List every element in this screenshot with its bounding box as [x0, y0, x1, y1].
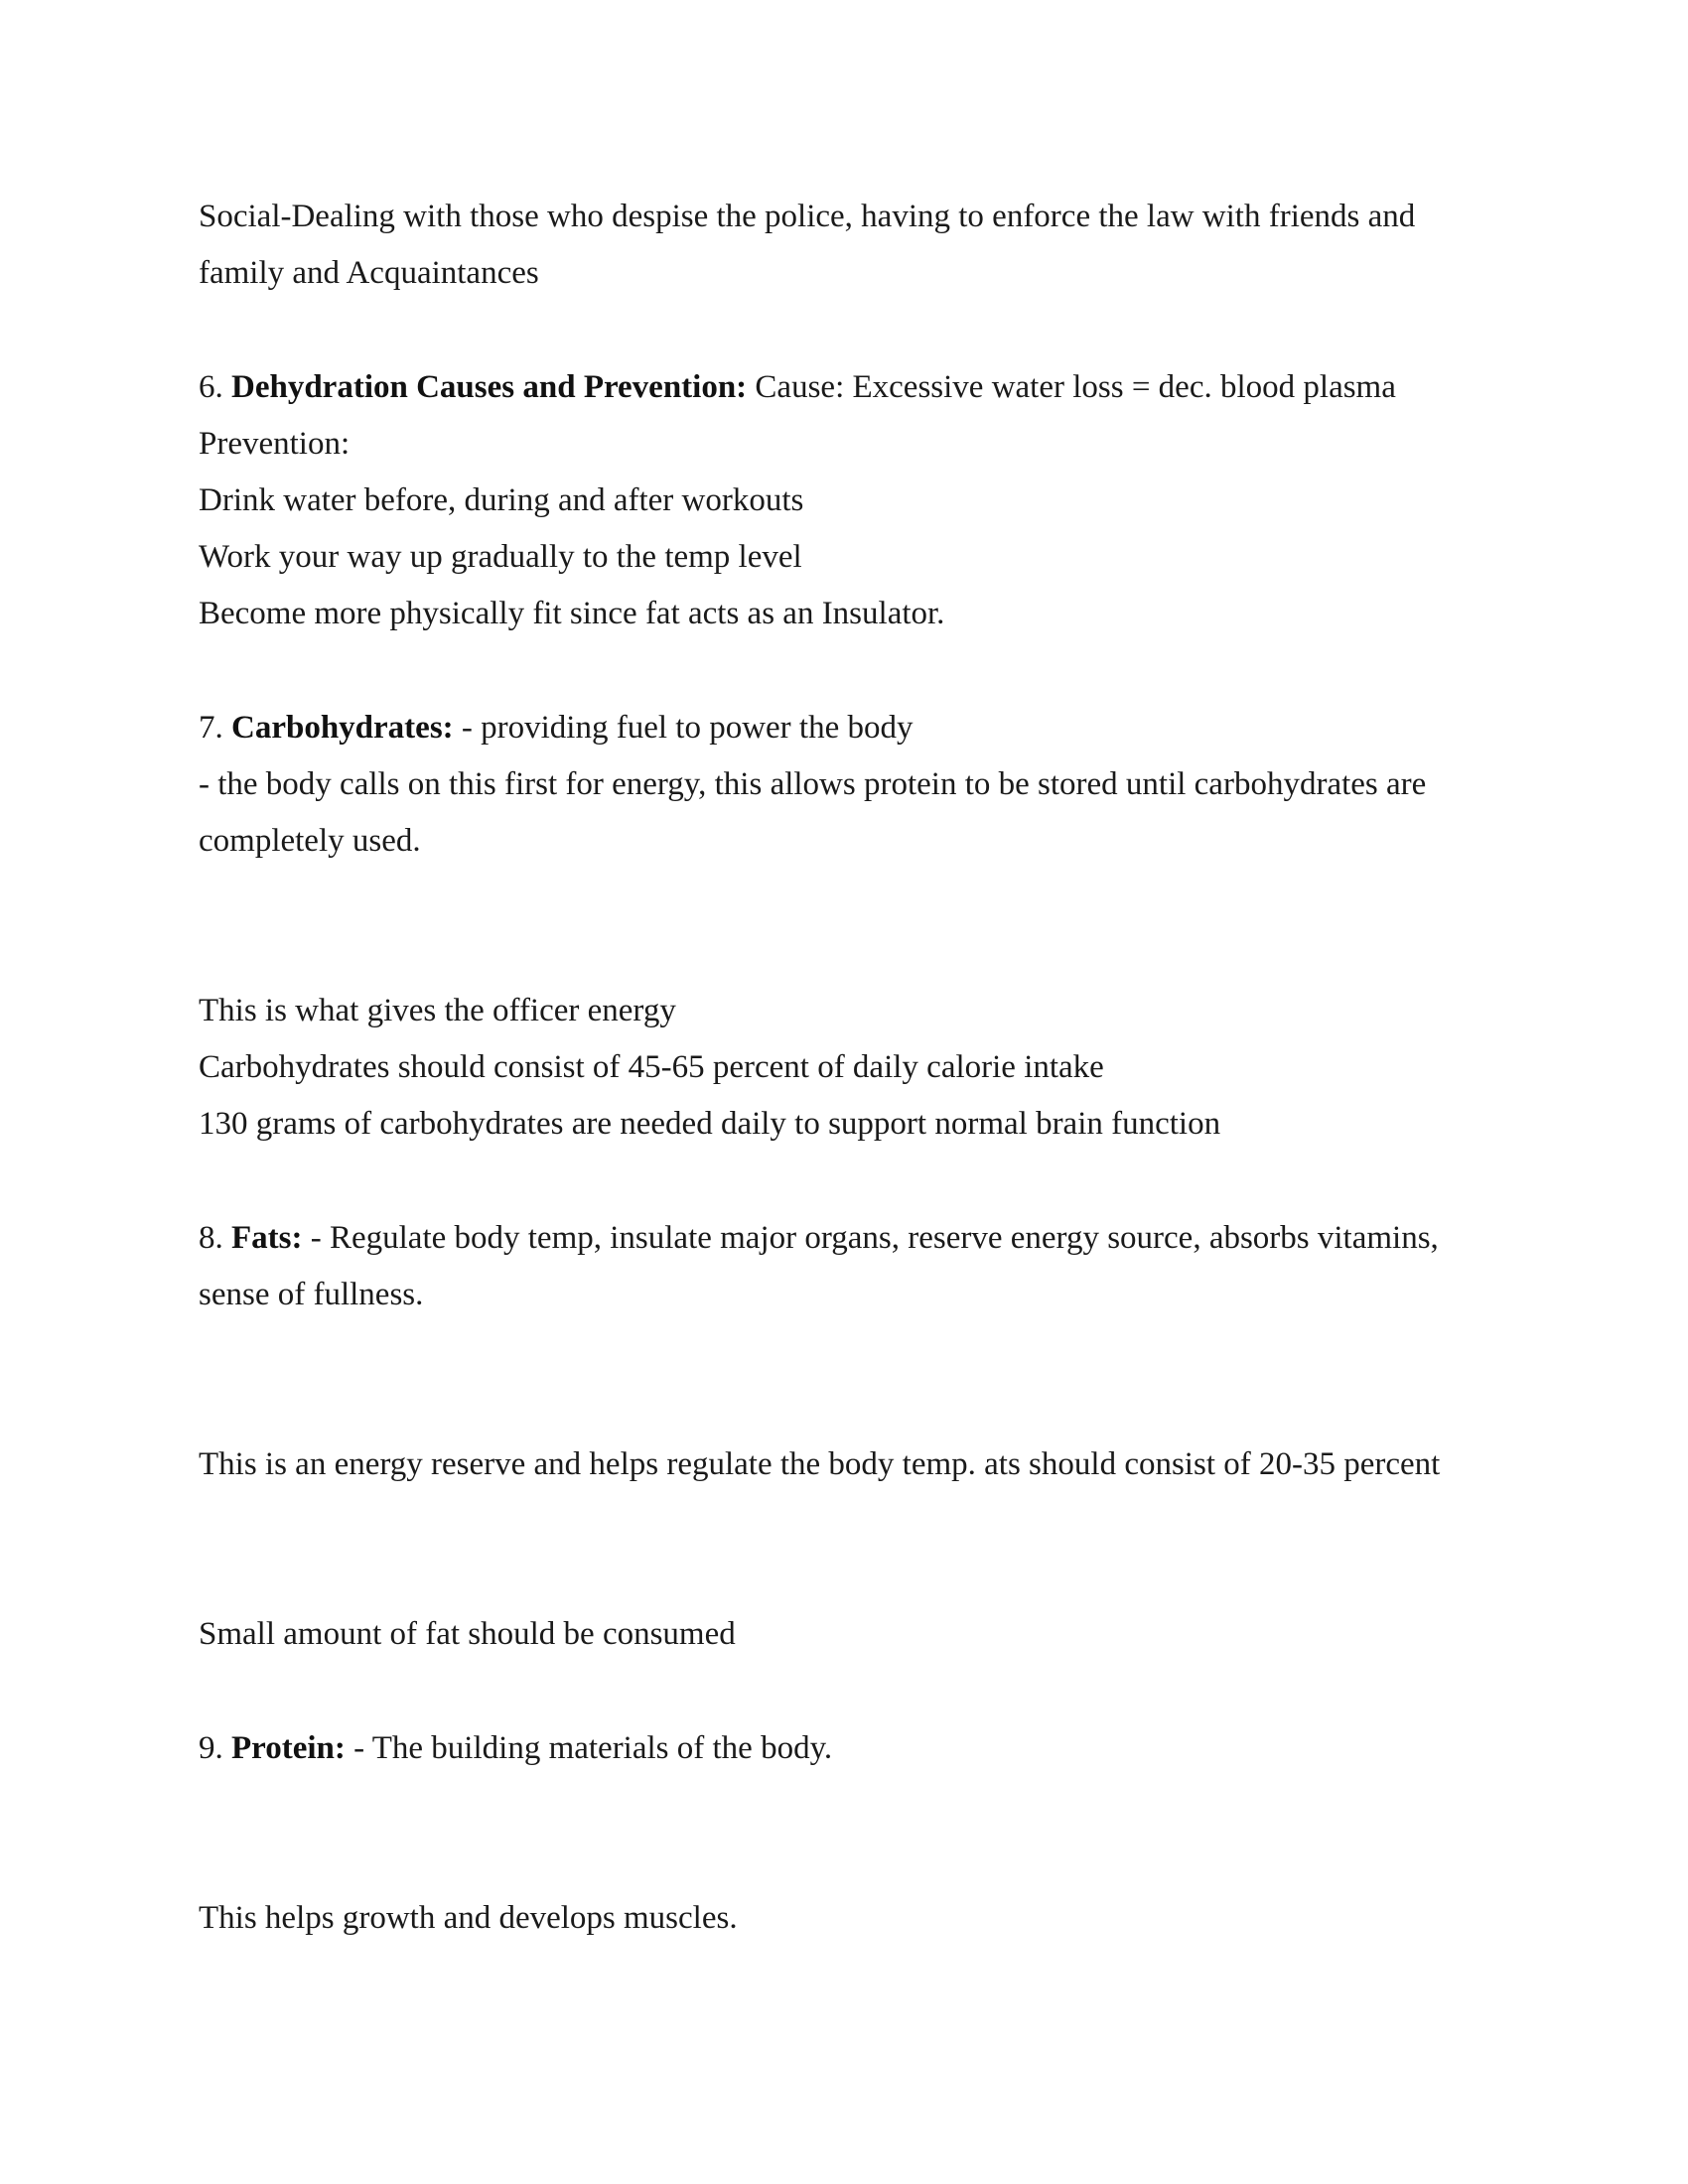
dehydration-heading-line: [199, 367, 1489, 407]
prevention-item-2: Work your way up gradually to the temp level: [199, 539, 802, 575]
fats-note-2: Small amount of fat should be consumed: [199, 1616, 736, 1652]
protein-heading-line: [199, 1728, 1489, 1768]
social-line-1: Social-Dealing with those who despise the police, having to enforce the law with friends and: [199, 199, 1416, 234]
fats-heading: Fats:: [231, 1220, 303, 1256]
carbohydrates-heading: Carbohydrates:: [231, 710, 454, 746]
protein-desc: - The building materials of the body.: [353, 1730, 833, 1766]
protein-heading: Protein:: [231, 1730, 346, 1766]
carbohydrates-heading-line: [199, 708, 1489, 748]
fats-number: 8.: [199, 1220, 223, 1256]
carbohydrates-note-3: 130 grams of carbohydrates are needed daily to support normal brain function: [199, 1106, 1221, 1142]
carbohydrates-line-2: - the body calls on this first for energy, this allows protein to be stored until carbohydrates are: [199, 766, 1427, 802]
fats-desc: - Regulate body temp, insulate major organs, reserve energy source, absorbs vitamins,: [310, 1220, 1439, 1256]
fats-line-2: sense of fullness.: [199, 1277, 424, 1312]
prevention-item-1: Drink water before, during and after workouts: [199, 482, 804, 518]
carbohydrates-note-2: Carbohydrates should consist of 45-65 percent of daily calorie intake: [199, 1049, 1104, 1085]
dehydration-cause: Cause: Excessive water loss = dec. blood plasma: [755, 369, 1396, 405]
dehydration-heading: Dehydration Causes and Prevention:: [231, 369, 748, 405]
carbohydrates-number: 7.: [199, 710, 223, 746]
dehydration-number: 6.: [199, 369, 223, 405]
fats-heading-line: [199, 1218, 1489, 1258]
protein-note: This helps growth and develops muscles.: [199, 1900, 738, 1936]
carbohydrates-desc: - providing fuel to power the body: [461, 710, 914, 746]
prevention-label: Prevention:: [199, 426, 351, 462]
carbohydrates-note-1: This is what gives the officer energy: [199, 993, 676, 1028]
prevention-item-3: Become more physically fit since fat acts as an Insulator.: [199, 596, 945, 631]
fats-note-1: This is an energy reserve and helps regulate the body temp. ats should consist of 20-35 percent: [199, 1446, 1441, 1482]
carbohydrates-line-3: completely used.: [199, 823, 421, 859]
social-line-2: family and Acquaintances: [199, 255, 539, 291]
protein-number: 9.: [199, 1730, 223, 1766]
